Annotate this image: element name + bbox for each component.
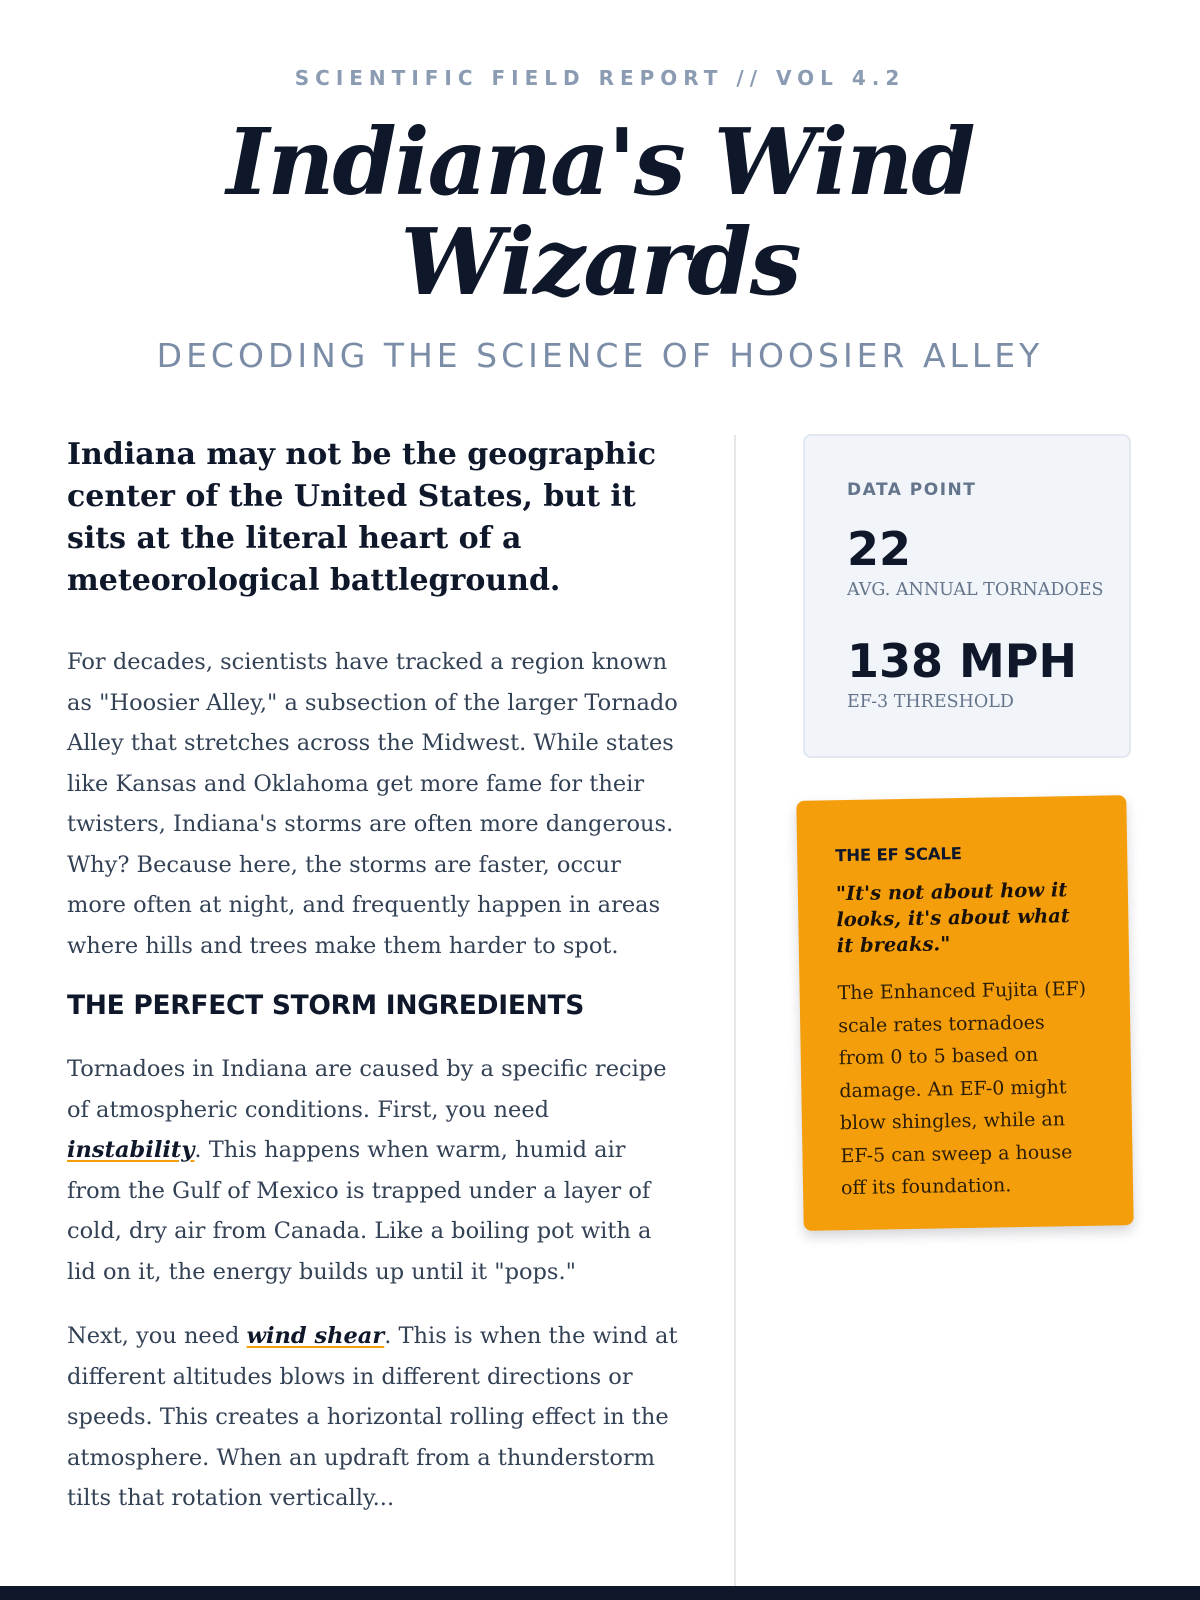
data-point-label: DATA POINT <box>847 480 977 500</box>
ef-scale-quote: "It's not about how it looks, it's about what it breaks." <box>835 878 1071 958</box>
column-divider <box>734 435 736 1600</box>
footer-bar <box>0 1586 1200 1600</box>
intro-paragraph: For decades, scientists have tracked a region known as "Hoosier Alley," a subsection of the larger Tornado Alley that stretches across the Midwest. While states like Kansas and Oklahoma get more fame for their twisters, Indiana's storms are often more dangerous. Why? Because here, the storms are faster, occur more often at night, and frequently happen in areas where hills and trees make them harder to spot. <box>67 649 678 959</box>
term-wind-shear: wind shear <box>246 1323 385 1349</box>
title-line-1: Indiana's Wind <box>226 108 974 216</box>
report-kicker: SCIENTIFIC FIELD REPORT // VOL 4.2 <box>294 66 906 90</box>
lead-paragraph: Indiana may not be the geographic center of the United States, but it sits at the literal heart of a meteorological battleground. <box>67 437 656 598</box>
stat-label-tornadoes: AVG. ANNUAL TORNADOES <box>847 580 1104 600</box>
article-body <box>67 434 679 1543</box>
text-segment: Next, you need <box>67 1323 247 1349</box>
page-subtitle: DECODING THE SCIENCE OF HOOSIER ALLEY <box>156 336 1044 375</box>
ef-scale-title: THE EF SCALE <box>835 844 962 866</box>
text-segment: . This happens when warm, humid air from the Gulf of Mexico is trapped under a layer of cold, dry air from Canada. Like a boiling pot with a lid on it, the energy builds up until it "pops." <box>67 1137 652 1285</box>
stat-value-tornadoes: 22 <box>847 522 912 576</box>
page-title <box>0 108 1200 316</box>
ef-scale-body: The Enhanced Fujita (EF) scale rates tornadoes from 0 to 5 based on damage. An EF-0 might blow shingles, while an EF-5 can sweep a house off its foundation. <box>837 977 1087 1200</box>
stat-value-threshold: 138 MPH <box>847 634 1078 688</box>
data-point-card <box>803 434 1131 758</box>
ingredients-paragraph-1 <box>67 1049 679 1292</box>
ef-scale-card <box>796 795 1133 1231</box>
text-segment: . This is when the wind at different altitudes blows in different directions or speeds. This creates a horizontal rolling effect in the atmosphere. When an updraft from a thunderstorm tilts that rotation vertically... <box>67 1323 678 1511</box>
ingredients-paragraph-2 <box>67 1316 679 1519</box>
term-instability: instability <box>67 1137 195 1163</box>
section-heading: THE PERFECT STORM INGREDIENTS <box>67 990 585 1021</box>
stat-label-threshold: EF-3 THRESHOLD <box>847 692 1014 712</box>
text-segment: Tornadoes in Indiana are caused by a specific recipe of atmospheric conditions. First, you need <box>67 1056 667 1123</box>
title-line-2: Wizards <box>400 208 800 316</box>
